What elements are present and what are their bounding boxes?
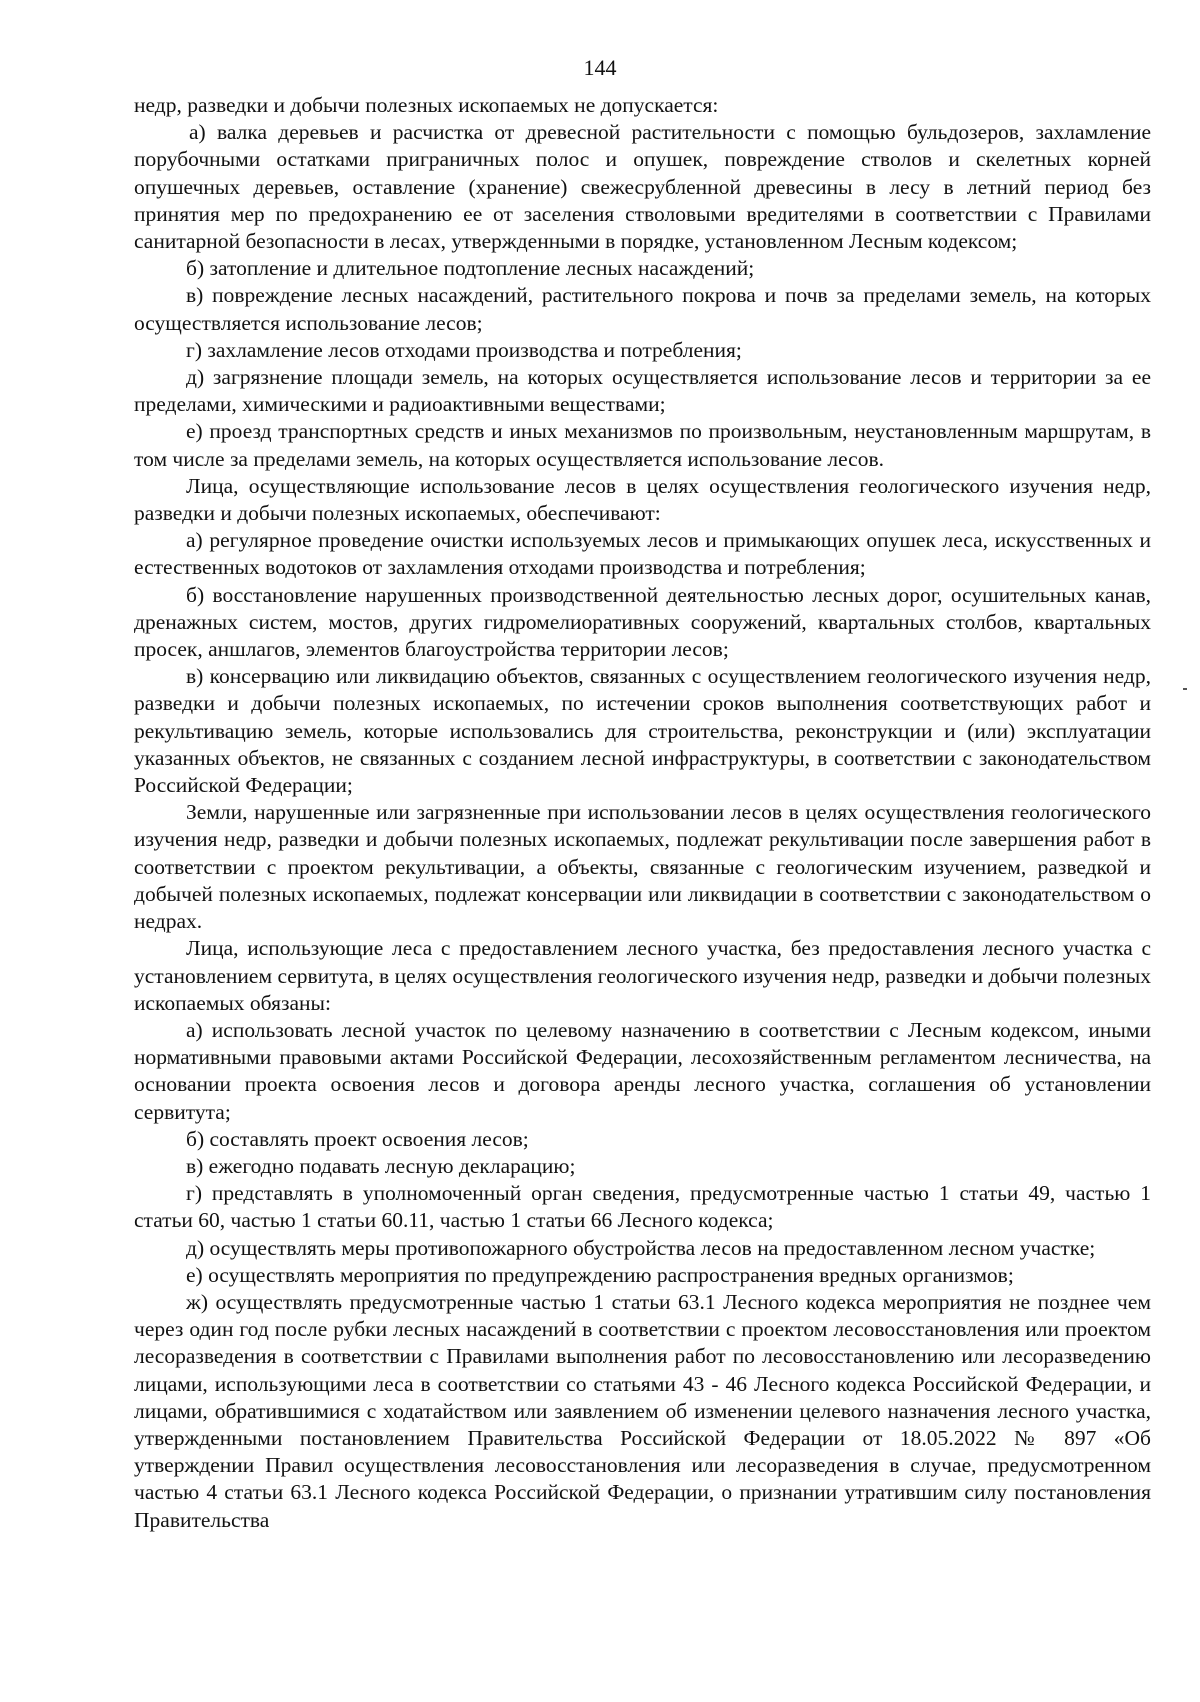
list-item: б) затопление и длительное подтопление лесных насаждений; [186,256,755,281]
paragraph: Лица, осуществляющие использование лесов в целях осуществления геологического изучения недр, разведки и добычи полезных ископаемых, обеспечивают: [134,473,1151,526]
margin-mark [1183,688,1187,690]
list-item: б) составлять проект освоения лесов; [186,1126,529,1151]
list-item: г) представлять в уполномоченный орган сведения, предусмотренные частью 1 статьи 49, частью 1 статьи 60, частью 1 статьи 60.11, частью 1 статьи 66 Лесного кодекса; [134,1181,1151,1233]
paragraph: недр, разведки и добычи полезных ископаемых не допускается: [134,93,719,117]
list-item: в) консервацию или ликвидацию объектов, связанных с осуществлением геологического изучения недр, разведки и добычи полезных ископаемых, по истечении сроков выполнения соответствующих работ и рекультивацию земель, которые использовались для строительства, реконструкции и (или) эксплуатации указанных объектов, не связанных с созданием лесной инфраструктуры, в соответствии с законодательством Российской Федерации; [134,664,1151,798]
list-item: г) захламление лесов отходами производства и потребления; [186,337,742,362]
list-item: д) осуществлять меры противопожарного обустройства лесов на предоставленном лесном участке; [186,1235,1096,1260]
document-body [134,92,1151,1534]
list-item: е) осуществлять мероприятия по предупреждению распространения вредных организмов; [186,1262,1014,1287]
list-item: в) ежегодно подавать лесную декларацию; [186,1153,576,1178]
list-item: б) восстановление нарушенных производственной деятельностью лесных дорог, осушительных канав, дренажных систем, мостов, других гидромелиоративных сооружений, квартальных столбов, квартальных просек, аншлагов, элементов благоустройства территории лесов; [134,582,1151,662]
paragraph: Земли, нарушенные или загрязненные при использовании лесов в целях осуществления геологического изучения недр, разведки и добычи полезных ископаемых, подлежат рекультивации после завершения работ в соответствии с проектом рекультивации, а объекты, связанные с геологическим изучением, разведкой и добычей полезных ископаемых, подлежат консервации или ликвидации в соответствии с законодательством о недрах. [134,800,1151,934]
list-item: в) повреждение лесных насаждений, растительного покрова и почв за пределами земель, на которых осуществляется использование лесов; [134,283,1151,335]
paragraph: Лица, использующие леса с предоставлением лесного участка, без предоставления лесного участка с установлением сервитута, в целях осуществления геологического изучения недр, разведки и добычи полезных ископаемых обязаны: [134,936,1151,1015]
list-item: д) загрязнение площади земель, на которых осуществляется использование лесов и территории за ее пределами, химическими и радиоактивными веществами; [134,365,1151,417]
page-number: 144 [583,55,617,80]
list-item: а) регулярное проведение очистки используемых лесов и примыкающих опушек леса, искусственных и естественных водотоков от захламления отходами производства и потребления; [134,528,1151,580]
list-item: а) использовать лесной участок по целевому назначению в соответствии с Лесным кодексом, иными нормативными правовыми актами Российской Федерации, лесохозяйственным регламентом лесничества, на основании проекта освоения лесов и договора аренды лесного участка, соглашения об установлении сервитута; [134,1017,1151,1124]
list-item: ж) осуществлять предусмотренные частью 1 статьи 63.1 Лесного кодекса мероприятия не позднее чем через один год после рубки лесных насаждений в соответствии с проектом лесовосстановления или проектом лесоразведения в соответствии с Правилами выполнения работ по лесовосстановлению или лесоразведению лицами, использующими леса в соответствии со статьями 43 - 46 Лесного кодекса Российской Федерации, и лицами, обратившимися с ходатайством или заявлением об изменении целевого назначения лесного участка, утвержденными постановлением Правительства Российской Федерации от 18.05.2022 № 897 «Об утверждении Правил осуществления лесовосстановления или лесоразведения в случае, предусмотренном частью 4 статьи 63.1 Лесного кодекса Российской Федерации, о признании утратившим силу постановления Правительства [134,1289,1151,1532]
list-item: а) валка деревьев и расчистка от древесной растительности с помощью бульдозеров, захламление порубочными остатками приграничных полос и опушек, повреждение стволов и скелетных корней опушечных деревьев, оставление (хранение) свежесрубленной древесины в лесу в летний период без принятия мер по предохранению ее от заселения стволовыми вредителями в соответствии с Правилами санитарной безопасности в лесах, утвержденными в порядке, установленном Лесным кодексом; [134,120,1151,254]
list-item: е) проезд транспортных средств и иных механизмов по произвольным, неустановленным маршрутам, в том числе за пределами земель, на которых осуществляется использование лесов. [134,419,1151,471]
